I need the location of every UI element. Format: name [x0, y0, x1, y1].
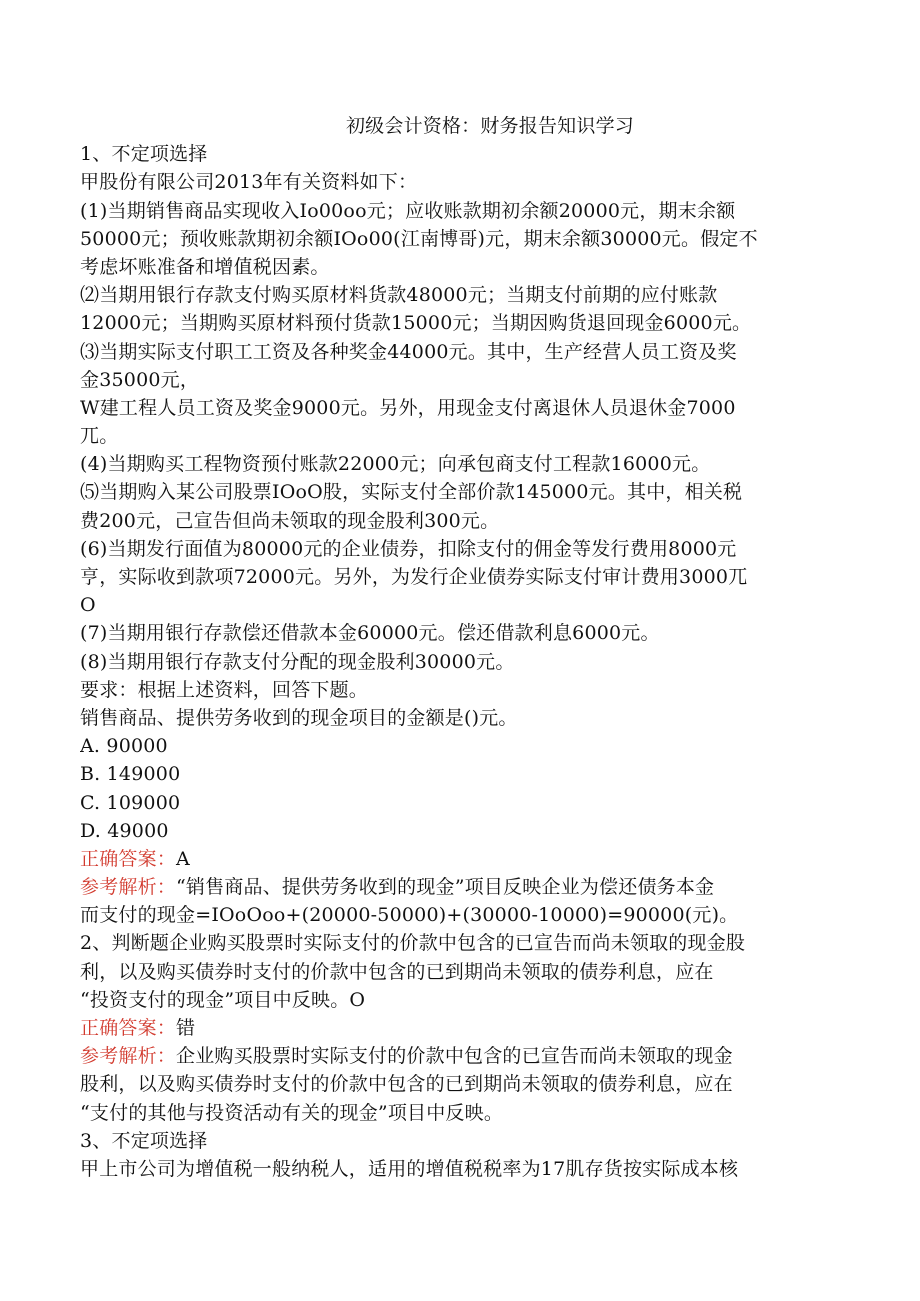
q1-option-b: B. 149000 [80, 763, 181, 786]
analysis-text: “销售商品、提供劳务收到的现金”项目反映企业为偿还债务本金 [176, 876, 715, 899]
answer-label: 正确答案： [80, 1017, 177, 1039]
q1-text-line: ⑸当期购入某公司股票IOoO股，实际支付全部价款145000元。其中，相关税 [80, 481, 743, 504]
q1-text-line: 考虑坏账准备和增值税因素。 [80, 255, 330, 278]
q2-answer [80, 1014, 840, 1042]
document-page [80, 112, 840, 1183]
q1-text-line: O [80, 594, 96, 617]
q1-text-line: (8)当期用银行存款支付分配的现金股利30000元。 [80, 650, 515, 673]
q1-question: 销售商品、提供劳务收到的现金项目的金额是()元。 [80, 706, 518, 729]
answer-value: A [176, 847, 190, 870]
q1-text-line: 亨，实际收到款项72000元。另外，为发行企业债券实际支付审计费用3000兀 [80, 566, 748, 588]
q2-analysis [80, 1042, 840, 1070]
q1-text-line: ⑶当期实际支付职工工资及各种奖金44000元。其中，生产经营人员工资及奖 [80, 340, 737, 363]
q1-option-c: C. 109000 [80, 791, 181, 814]
q1-text-line: ⑵当期用银行存款支付购买原材料货款48000元；当期支付前期的应付账款 [80, 284, 718, 307]
q1-answer [80, 845, 840, 873]
analysis-label: 参考解析： [80, 876, 177, 899]
q1-analysis [80, 873, 840, 901]
q2-text-line: “投资支付的现金”项目中反映。O [80, 988, 366, 1011]
q1-text-line: (6)当期发行面值为80000元的企业债券，扣除支付的佣金等发行费用8000元 [80, 537, 737, 560]
q1-text-line: 12000元；当期购买原材料预付货款15000元；当期因购货退回现金6000元。 [80, 312, 752, 335]
q3-heading: 3、不定项选择 [80, 1129, 208, 1152]
q1-intro: 甲股份有限公司2013年有关资料如下： [80, 171, 418, 194]
q2-analysis-line: “支付的其他与投资活动有关的现金”项目中反映。 [80, 1101, 504, 1124]
q1-text-line: (1)当期销售商品实现收入Io00oo元；应收账款期初余额20000元，期末余额 [80, 199, 736, 222]
q1-text-line: 50000元；预收账款期初余额IOo00(江南博哥)元，期末余额30000元。假定不 [80, 227, 758, 250]
q1-text-line: W建工程人员工资及奖金9000元。另外，用现金支付离退休人员退休金7000 [80, 396, 736, 419]
answer-value: 错 [176, 1017, 196, 1039]
q1-text-line: 要求：根据上述资料，回答下题。 [80, 678, 369, 701]
answer-label: 正确答案： [80, 847, 177, 870]
q2-text-line: 2、判断题企业购买股票时实际支付的价款中包含的已宣告而尚未领取的现金股 [80, 932, 746, 955]
q1-text-line: (4)当期购买工程物资预付账款22000元；向承包商支付工程款16000元。 [80, 453, 711, 476]
q1-analysis-line: 而支付的现金=IOoOoo+(20000-50000)+(30000-10000)=90000(元)。 [80, 904, 739, 927]
q3-text-line: 甲上市公司为增值税一般纳税人，适用的增值税税率为17肌存货按实际成本核 [80, 1157, 739, 1180]
analysis-text: 企业购买股票时实际支付的价款中包含的已宣告而尚未领取的现金 [176, 1045, 733, 1068]
q1-option-a: A. 90000 [80, 735, 168, 758]
q2-analysis-line: 股利，以及购买债券时支付的价款中包含的已到期尚未领取的债券利息，应在 [80, 1073, 733, 1096]
page-title: 初级会计资格：财务报告知识学习 [345, 115, 634, 137]
q1-text-line: 费200元，己宣告但尚未领取的现金股利300元。 [80, 509, 500, 532]
q1-heading: 1、不定项选择 [80, 143, 208, 166]
q1-option-d: D. 49000 [80, 819, 169, 842]
q1-text-line: (7)当期用银行存款偿还借款本金60000元。偿还借款利息6000元。 [80, 622, 660, 645]
analysis-label: 参考解析： [80, 1045, 177, 1068]
q1-text-line: 兀。 [80, 425, 119, 448]
q1-text-line: 金35000元， [80, 368, 200, 391]
q2-text-line: 利，以及购买债券时支付的价款中包含的已到期尚未领取的债券利息，应在 [80, 960, 714, 983]
